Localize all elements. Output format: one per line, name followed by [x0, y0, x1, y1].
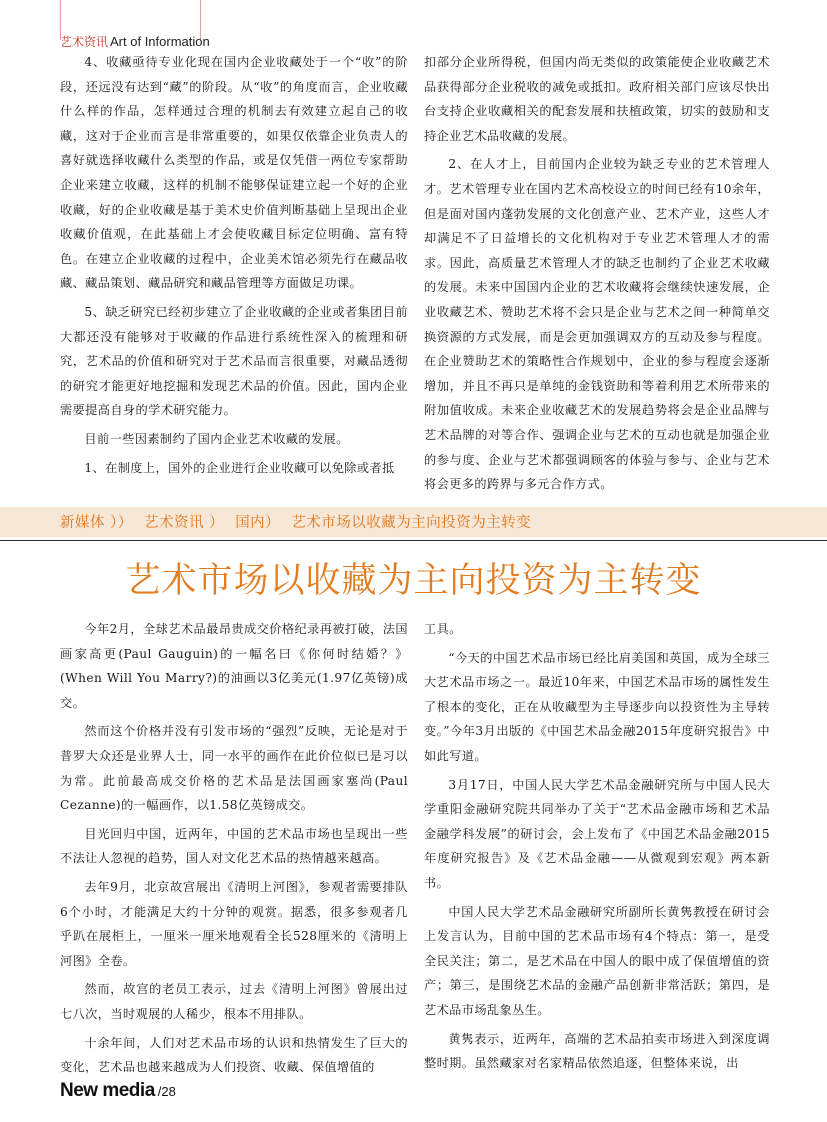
paragraph: 十余年间，人们对艺术品市场的认识和热情发生了巨大的变化，艺术品也越来越成为人们投资、收藏、保值增值的: [60, 1035, 408, 1075]
header-section-cn: 艺术资讯: [60, 35, 109, 49]
paragraph: 去年9月，北京故宫展出《清明上河图》，参观者需要排队6个小时，才能满足大约十分钟的观赏。据悉，很多参观者几乎趴在展柜上，一厘米一厘米地观看全长528厘米的《清明上河图》全卷。: [60, 879, 408, 968]
breadcrumb-item[interactable]: 国内）: [235, 515, 281, 531]
column-bottom-right: [424, 617, 770, 1080]
paragraph: 5、缺乏研究已经初步建立了企业收藏的企业或者集团目前大都还没有能够对于收藏的作品进行系统性深入的梳理和研究，艺术品的价值和研究对于艺术品而言很重要，对藏品透彻的研究才能更好地挖掘和发现艺术品的价值。因此，国内企业需要提高自身的学术研究能力。: [60, 304, 408, 418]
column-top-left: [60, 50, 408, 484]
column-bottom-left: [60, 617, 408, 1084]
paragraph: “今天的中国艺术品市场已经比肩美国和英国，成为全球三大艺术品市场之一。最近10年来，中国艺术品市场的属性发生了根本的变化，正在从收藏型为主导逐步向以投资性为主导转变。”今年3月出版的《中国艺术品金融2015年度研究报告》中如此写道。: [424, 650, 770, 763]
breadcrumb-item[interactable]: 新媒体 ））: [60, 515, 133, 531]
paragraph: 今年2月，全球艺术品最昂贵成交价格纪录再被打破，法国画家高更(Paul Gauguin)的一幅名曰《你何时结婚？》(When Will You Marry?)的油画以3亿美元(1.97亿英镑)成交。: [60, 622, 408, 710]
paragraph: 工具。: [424, 622, 462, 636]
breadcrumb-current: 艺术市场以收藏为主向投资为主转变: [291, 515, 532, 531]
paragraph: 目前一些因素制约了国内企业艺术收藏的发展。: [84, 431, 349, 446]
paragraph: 中国人民大学艺术品金融研究所副所长黄隽教授在研讨会上发言认为，目前中国的艺术品市场有4个特点：第一，是受全民关注；第二，是艺术品在中国人的眼中成了保值增值的资产；第三，是围绕艺术品的金融产品创新非常活跃；第四，是艺术品市场乱象丛生。: [424, 904, 770, 1017]
divider: [0, 540, 827, 541]
paragraph: 1、在制度上，国外的企业进行企业收藏可以免除或者抵: [84, 460, 395, 475]
paragraph: 3月17日，中国人民大学艺术品金融研究所与中国人民大学重阳金融研究院共同举办了关于“艺术品金融市场和艺术品金融学科发展”的研讨会，会上发布了《中国艺术品金融2015年度研究报告》及《艺术品金融——从微观到宏观》两本新书。: [424, 777, 770, 890]
paragraph: 然而，故宫的老员工表示，过去《清明上河图》曾展出过七八次，当时观展的人稀少，根本不用排队。: [60, 982, 408, 1021]
running-header: [60, 33, 210, 50]
footer-brand: New media: [60, 1080, 155, 1101]
column-top-right: [424, 50, 770, 501]
paragraph: 黄隽表示，近两年，高端的艺术品拍卖市场进入到深度调整时期。虽然藏家对名家精品依然追逐，但整体来说，出: [424, 1031, 770, 1071]
paragraph: 扣部分企业所得税，但国内尚无类似的政策能使企业收藏艺术品获得部分企业税收的减免或抵扣。政府相关部门应该尽快出台支持企业收藏相关的配套发展和扶植政策，切实的鼓励和支持企业艺术品收藏的发展。: [424, 55, 770, 143]
paragraph: 然而这个价格并没有引发市场的“强烈”反映，无论是对于普罗大众还是业界人士，同一水平的画作在此价位似已是习以为常。此前最高成交价格的艺术品是法国画家塞尚(Paul Cezanne)的一幅画作，以1.58亿英镑成交。: [60, 724, 408, 813]
header-section-en: Art of Information: [110, 34, 210, 49]
breadcrumb: [60, 511, 537, 532]
page-footer: [60, 1080, 176, 1102]
article-title: 艺术市场以收藏为主向投资为主转变: [125, 561, 702, 601]
breadcrumb-item[interactable]: 艺术资讯 ）: [143, 515, 225, 531]
paragraph: 2、在人才上，目前国内企业较为缺乏专业的艺术管理人才。艺术管理专业在国内艺术高校设立的时间已经有10余年，但是面对国内蓬勃发展的文化创意产业、艺术产业，这些人才却满足不了日益增长的文化机构对于专业艺术管理人才的需求。因此，高质量艺术管理人才的缺乏也制约了企业艺术收藏的发展。未来中国国内企业的艺术收藏将会继续快速发展，企业收藏艺术、赞助艺术将不会只是企业与艺术之间一种简单交换资源的方式发展，而是会更加强调双方的互动及参与程度。在企业赞助艺术的策略性合作规划中，企业的参与程度会逐渐增加，并且不再只是单纯的金钱资助和等着利用艺术所带来的附加值收成。未来企业收藏艺术的发展趋势将会是企业品牌与艺术品牌的对等合作、强调企业与艺术的互动也就是加强企业的参与度、企业与艺术都强调顾客的体验与参与、企业与艺术将会更多的跨界与多元合作方式。: [424, 157, 770, 492]
paragraph: 4、收藏亟待专业化现在国内企业收藏处于一个“收”的阶段，还远没有达到“藏”的阶段。从“收”的角度而言，企业收藏什么样的作品，怎样通过合理的机制去有效建立起自己的收藏，这对于企业而言是非常重要的，如果仅依靠企业负责人的喜好就选择收藏什么类型的作品，或是仅凭借一两位专家帮助企业来建立收藏，这样的机制不能够保证建立起一个好的企业收藏，好的企业收藏是基于美术史价值判断基础上呈现出企业收藏价值观，在此基础上才会使收藏目标定位明确、富有特色。在建立企业收藏的过程中，企业美术馆必须先行在藏品收藏、藏品策划、藏品研究和藏品管理等方面做足功课。: [60, 55, 408, 291]
paragraph: 目光回归中国，近两年，中国的艺术品市场也呈现出一些不法让人忽视的趋势，国人对文化艺术品的热情越来越高。: [60, 826, 408, 866]
page-number: /28: [157, 1084, 176, 1099]
